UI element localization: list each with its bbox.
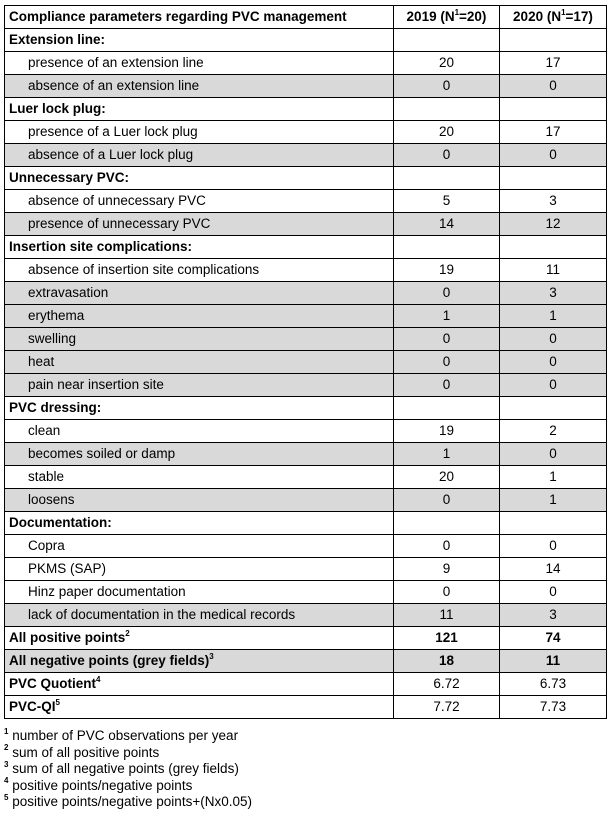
value-2020: 0 [500,535,607,558]
empty-cell [394,98,500,121]
footnote [4,728,252,745]
parameter-label: PKMS (SAP) [5,558,394,581]
value-2019: 0 [394,489,500,512]
value-2019: 0 [394,581,500,604]
empty-cell [500,236,607,259]
section-row-unnecessary-pvc [5,167,607,190]
table-row [5,420,607,443]
value-2020: 2 [500,420,607,443]
table-header-row [5,6,607,29]
section-title: Unnecessary PVC: [5,167,394,190]
parameter-label: loosens [5,489,394,512]
value-2019: 0 [394,535,500,558]
table-row [5,581,607,604]
value-2019: 9 [394,558,500,581]
table-row-negative [5,351,607,374]
value-2019: 121 [394,627,500,650]
footnote-text: sum of all negative points (grey fields) [8,761,239,776]
value-2020: 0 [500,443,607,466]
footnote-number: 1 [4,726,9,736]
value-2019: 6.72 [394,673,500,696]
value-2019: 1 [394,305,500,328]
value-2019: 20 [394,121,500,144]
footnote-number: 4 [4,776,9,785]
value-2020: 17 [500,52,607,75]
footnote-number: 3 [4,759,9,769]
table-row [5,466,607,489]
header-2019-footnote-mark: 1 [454,7,460,17]
parameter-label: pain near insertion site [5,374,394,397]
footnote-number: 2 [4,743,9,752]
total-row-pvc-qi [5,696,607,719]
value-2020: 11 [500,650,607,673]
footnote-text: number of PVC observations per year [8,728,239,743]
value-2020: 0 [500,351,607,374]
section-title: Insertion site complications: [5,236,394,259]
section-row-luer-lock-plug [5,98,607,121]
table-row-negative [5,75,607,98]
header-2020 [500,6,607,29]
value-2020: 0 [500,581,607,604]
total-label [5,696,394,719]
parameter-label: Hinz paper documentation [5,581,394,604]
total-row-positive-points [5,627,607,650]
value-2019: 5 [394,190,500,213]
parameter-label: heat [5,351,394,374]
value-2019: 7.72 [394,696,500,719]
footnote-mark: 5 [55,697,60,707]
compliance-table [4,5,607,719]
footnote-mark: 3 [209,651,214,661]
parameter-label: stable [5,466,394,489]
table-row-negative [5,374,607,397]
value-2019: 0 [394,75,500,98]
table-row [5,259,607,282]
table-row [5,535,607,558]
parameter-label: clean [5,420,394,443]
value-2019: 18 [394,650,500,673]
table-row-negative [5,144,607,167]
header-2020-footnote-mark: 1 [561,7,566,17]
section-row-pvc-dressing [5,397,607,420]
table-row-negative [5,328,607,351]
value-2019: 11 [394,604,500,627]
parameter-label: erythema [5,305,394,328]
table-row-negative [5,443,607,466]
value-2019: 19 [394,259,500,282]
footnotes [4,728,252,811]
section-title: PVC dressing: [5,397,394,420]
footnote-text: sum of all positive points [8,744,160,760]
total-label [5,627,394,650]
value-2019: 0 [394,144,500,167]
parameter-label: absence of a Luer lock plug [5,144,394,167]
value-2019: 14 [394,213,500,236]
total-label [5,673,394,696]
parameter-label: absence of an extension line [5,75,394,98]
value-2020: 11 [500,259,607,282]
table-row-negative [5,604,607,627]
header-2019-n: =20) [459,9,487,24]
value-2019: 1 [394,443,500,466]
empty-cell [500,29,607,52]
table-row [5,190,607,213]
empty-cell [394,512,500,535]
total-label [5,650,394,673]
total-row-negative-points [5,650,607,673]
footnote-text: positive points/negative points+(Nx0.05) [8,794,252,809]
parameter-label: presence of unnecessary PVC [5,213,394,236]
value-2020: 0 [500,374,607,397]
value-2020: 0 [500,144,607,167]
empty-cell [394,167,500,190]
value-2020: 14 [500,558,607,581]
total-row-pvc-quotient [5,673,607,696]
parameter-label: Copra [5,535,394,558]
value-2020: 1 [500,466,607,489]
total-label-text: All negative points (grey fields) [9,653,210,668]
header-parameters: Compliance parameters regarding PVC management [5,6,394,29]
section-row-documentation [5,512,607,535]
header-2020-n: =17) [565,9,593,24]
section-row-insertion-site-complications [5,236,607,259]
value-2019: 20 [394,52,500,75]
empty-cell [394,397,500,420]
table-row [5,121,607,144]
parameter-label: swelling [5,328,394,351]
section-title: Extension line: [5,29,394,52]
value-2019: 19 [394,420,500,443]
table-row-negative [5,213,607,236]
section-title: Luer lock plug: [5,98,394,121]
value-2019: 0 [394,351,500,374]
parameter-label: presence of a Luer lock plug [5,121,394,144]
table-row [5,558,607,581]
footnote-text: positive points/negative points [8,777,193,793]
section-title: Documentation: [5,512,394,535]
header-2020-label: 2020 (N [513,9,562,24]
parameter-label: absence of unnecessary PVC [5,190,394,213]
footnote [4,778,252,795]
table-row [5,52,607,75]
empty-cell [500,167,607,190]
value-2019: 0 [394,282,500,305]
section-row-extension-line [5,29,607,52]
empty-cell [500,98,607,121]
total-label-text: All positive points [9,630,126,645]
footnote-mark: 4 [96,674,101,684]
value-2019: 0 [394,328,500,351]
footnote [4,794,252,811]
value-2020: 3 [500,190,607,213]
parameter-label: lack of documentation in the medical records [5,604,394,627]
table-row-negative [5,305,607,328]
value-2020: 0 [500,75,607,98]
parameter-label: becomes soiled or damp [5,443,394,466]
value-2019: 0 [394,374,500,397]
table-row-negative [5,489,607,512]
total-label-text: PVC Quotient [9,676,96,691]
footnote-mark: 2 [125,628,130,638]
parameter-label: extravasation [5,282,394,305]
empty-cell [500,512,607,535]
footnote-number: 5 [4,792,9,802]
value-2020: 12 [500,213,607,236]
value-2020: 1 [500,489,607,512]
total-label-text: PVC-QI [9,699,56,714]
empty-cell [500,397,607,420]
value-2020: 0 [500,328,607,351]
footnote [4,761,252,778]
value-2020: 7.73 [500,696,607,719]
parameter-label: absence of insertion site complications [5,259,394,282]
empty-cell [394,29,500,52]
header-2019 [394,6,500,29]
empty-cell [394,236,500,259]
parameter-label: presence of an extension line [5,52,394,75]
value-2020: 6.73 [500,673,607,696]
value-2020: 3 [500,282,607,305]
value-2019: 20 [394,466,500,489]
value-2020: 3 [500,604,607,627]
value-2020: 74 [500,627,607,650]
header-2019-label: 2019 (N [406,9,455,24]
footnote [4,745,252,762]
value-2020: 17 [500,121,607,144]
table-row-negative [5,282,607,305]
value-2020: 1 [500,305,607,328]
